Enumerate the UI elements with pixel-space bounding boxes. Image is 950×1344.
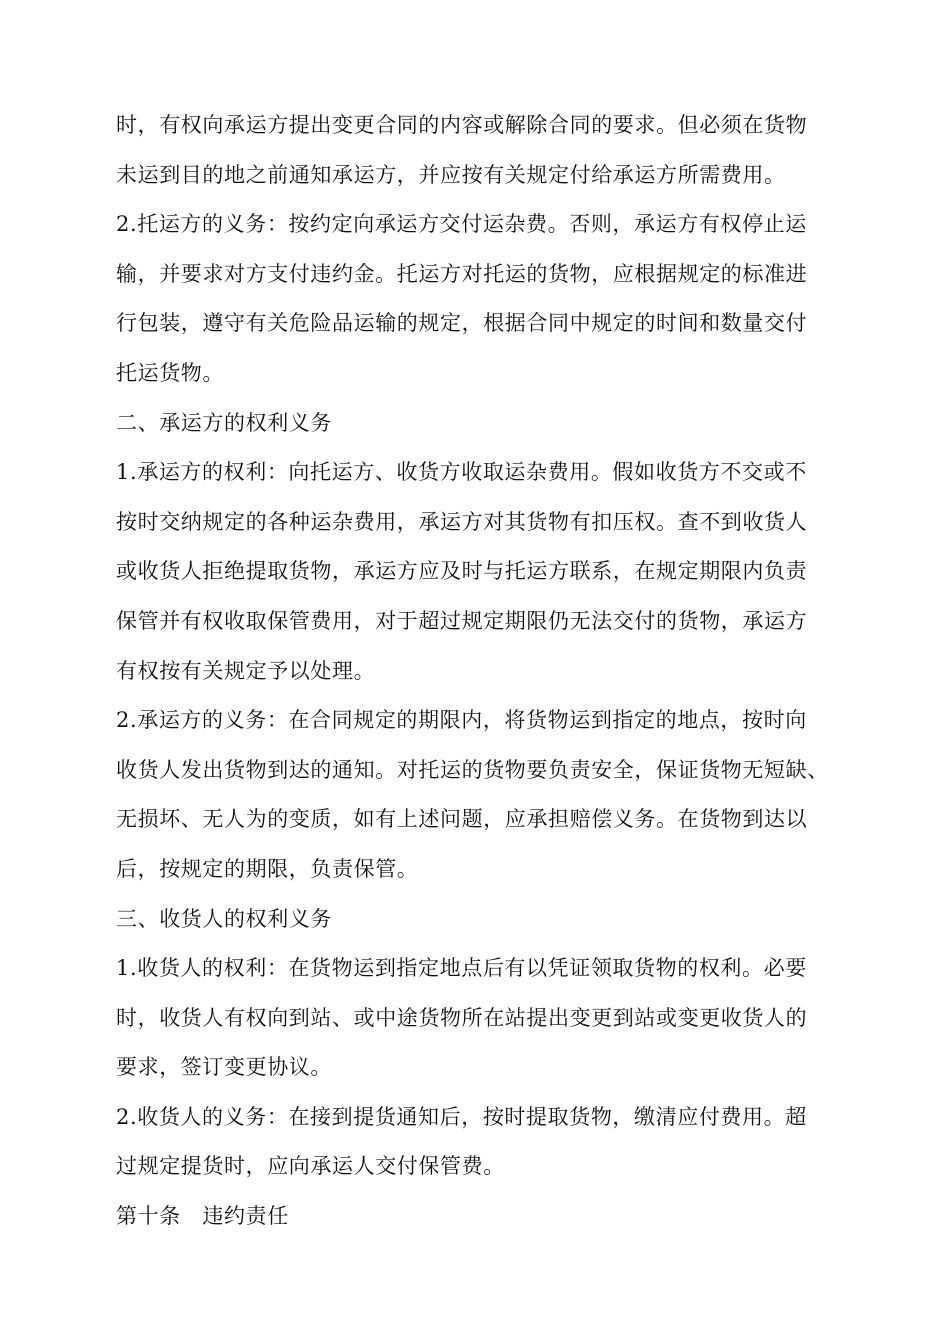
article-heading: 第十条 违约责任 bbox=[116, 1204, 289, 1229]
paragraph-line: 有权按有关规定予以处理。 bbox=[116, 658, 376, 683]
paragraph-line: 过规定提货时，应向承运人交付保管费。 bbox=[116, 1154, 505, 1179]
section-heading: 二、承运方的权利义务 bbox=[116, 410, 332, 435]
paragraph-line: 或收货人拒绝提取货物，承运方应及时与托运方联系，在规定期限内负责 bbox=[116, 559, 808, 584]
paragraph-line: 保管并有权收取保管费用，对于超过规定期限仍无法交付的货物，承运方 bbox=[116, 608, 808, 633]
paragraph-line: 收货人发出货物到达的通知。对托运的货物要负责安全，保证货物无短缺、 bbox=[116, 757, 829, 782]
paragraph-line: 未运到目的地之前通知承运方，并应按有关规定付给承运方所需费用。 bbox=[116, 162, 786, 187]
paragraph-line: 后，按规定的期限，负责保管。 bbox=[116, 856, 419, 881]
document-body bbox=[116, 101, 846, 1242]
paragraph-line: 按时交纳规定的各种运杂费用，承运方对其货物有扣压权。查不到收货人 bbox=[116, 509, 808, 534]
paragraph-line: 1.收货人的权利：在货物运到指定地点后有以凭证领取货物的权利。必要 bbox=[116, 956, 807, 981]
paragraph-line: 行包装，遵守有关危险品运输的规定，根据合同中规定的时间和数量交付 bbox=[116, 311, 808, 336]
paragraph-line: 2.收货人的义务：在接到提货通知后，按时提取货物，缴清应付费用。超 bbox=[116, 1104, 807, 1129]
paragraph-line: 时，收货人有权向到站、或中途货物所在站提出变更到站或变更收货人的 bbox=[116, 1005, 808, 1030]
paragraph-line: 1.承运方的权利：向托运方、收货方收取运杂费用。假如收货方不交或不 bbox=[116, 460, 807, 485]
paragraph-line: 输，并要求对方支付违约金。托运方对托运的货物，应根据规定的标准进 bbox=[116, 261, 808, 286]
paragraph-line: 托运货物。 bbox=[116, 360, 224, 385]
paragraph-line: 2.托运方的义务：按约定向承运方交付运杂费。否则，承运方有权停止运 bbox=[116, 212, 807, 237]
paragraph-line: 无损坏、无人为的变质，如有上述问题，应承担赔偿义务。在货物到达以 bbox=[116, 807, 808, 832]
section-heading: 三、收货人的权利义务 bbox=[116, 906, 332, 931]
paragraph-line: 时，有权向承运方提出变更合同的内容或解除合同的要求。但必须在货物 bbox=[116, 113, 808, 137]
paragraph-line: 2.承运方的义务：在合同规定的期限内，将货物运到指定的地点，按时向 bbox=[116, 708, 807, 733]
paragraph-line: 要求，签订变更协议。 bbox=[116, 1055, 332, 1080]
